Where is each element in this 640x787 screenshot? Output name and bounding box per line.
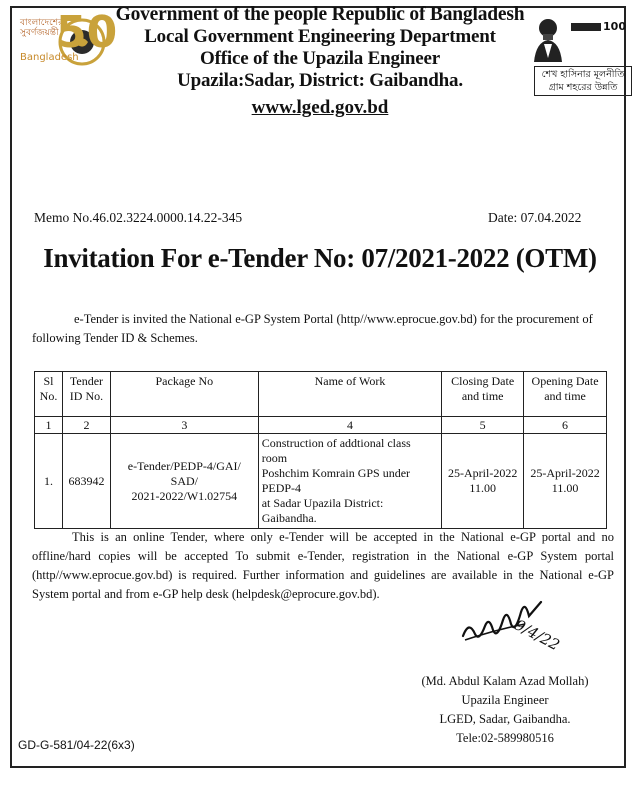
signatory-phone: Tele:02-589980516 [456, 731, 554, 745]
cell-package: e-Tender/PEDP-4/GAI/ SAD/ 2021-2022/W1.02754 [110, 434, 258, 529]
signatory-designation: Upazila Engineer [461, 693, 549, 707]
slogan-line-2: গ্রাম শহরের উন্নতি [548, 82, 618, 93]
column-number: 1 [35, 417, 63, 434]
tender-table [34, 371, 607, 529]
mujib-wordmark-icon [571, 23, 601, 31]
signatory-name: (Md. Abdul Kalam Azad Mollah) [421, 674, 589, 688]
cell-tender-id: 683942 [62, 434, 110, 529]
column-number: 6 [524, 417, 607, 434]
header-line-government: Government of the people Republic of Bangladesh [115, 4, 525, 25]
column-number: 2 [62, 417, 110, 434]
jubilee-text: বাংলাদেশের সুবর্ণজয়ন্তী [20, 18, 64, 38]
col-header-sl: Sl No. [35, 372, 63, 417]
cell-work: Construction of addtional class room Poshchim Komrain GPS under PEDP-4 at Sadar Upazila District: Gaibandha. [258, 434, 442, 529]
instructions-paragraph: This is an online Tender, where only e-Tender will be accepted in the National e-GP portal and no offline/hard copies will be accepted To submit e-Tender, registration in the National e-GP System portal (http//www.eprocue.gov.bd) is required. Further information and guidelines are available in the National e-GP System portal and from e-GP help desk (helpdesk@eprocure.gov.bd). [32, 530, 614, 601]
signature [455, 590, 565, 662]
portrait-icon [530, 14, 566, 62]
badge-number: 100 [603, 20, 626, 33]
col-header-tender-id: Tender ID No. [62, 372, 110, 417]
column-number: 3 [110, 417, 258, 434]
memo-date: Date: 07.04.2022 [488, 210, 582, 225]
col-header-opening: Opening Date and time [524, 372, 607, 417]
mujib-year-logo [530, 14, 630, 102]
col-header-package: Package No [110, 372, 258, 417]
slogan-line-1: শেখ হাসিনার মূলনীতি [541, 69, 625, 80]
table-row [35, 434, 607, 529]
column-number-row [35, 417, 607, 434]
signatory-office: LGED, Sadar, Gaibandha. [439, 712, 571, 726]
cell-closing: 25-April-2022 11.00 [442, 434, 524, 529]
footer-code: GD-G-581/04-22(6x3) [18, 738, 135, 752]
col-header-work: Name of Work [258, 372, 442, 417]
column-number: 4 [258, 417, 442, 434]
header-website-link[interactable]: www.lged.gov.bd [251, 97, 389, 118]
notice-title: Invitation For e-Tender No: 07/2021-2022 (OTM) [43, 243, 597, 273]
cell-sl: 1. [35, 434, 63, 529]
slogan-box [534, 66, 632, 96]
signature-date: 9/4/22 [511, 615, 563, 655]
table-header-row [35, 372, 607, 417]
signature-block [405, 672, 605, 748]
jubilee-number: 50 [56, 7, 118, 58]
col-header-closing: Closing Date and time [442, 372, 524, 417]
column-number: 5 [442, 417, 524, 434]
memo-number: Memo No.46.02.3224.0000.14.22-345 [34, 210, 243, 225]
jubilee-caption: Bangladesh [20, 52, 79, 63]
header-line-department: Local Government Engineering Department [144, 26, 496, 47]
header-line-office: Office of the Upazila Engineer [200, 48, 440, 69]
intro-paragraph: e-Tender is invited the National e-GP System Portal (http//www.eprocue.gov.bd) for the procurement of following Tender ID & Schemes. [32, 312, 593, 345]
mujib-100-badge [570, 20, 626, 42]
header-line-location: Upazila:Sadar, District: Gaibandha. [177, 70, 463, 91]
cell-opening: 25-April-2022 11.00 [524, 434, 607, 529]
